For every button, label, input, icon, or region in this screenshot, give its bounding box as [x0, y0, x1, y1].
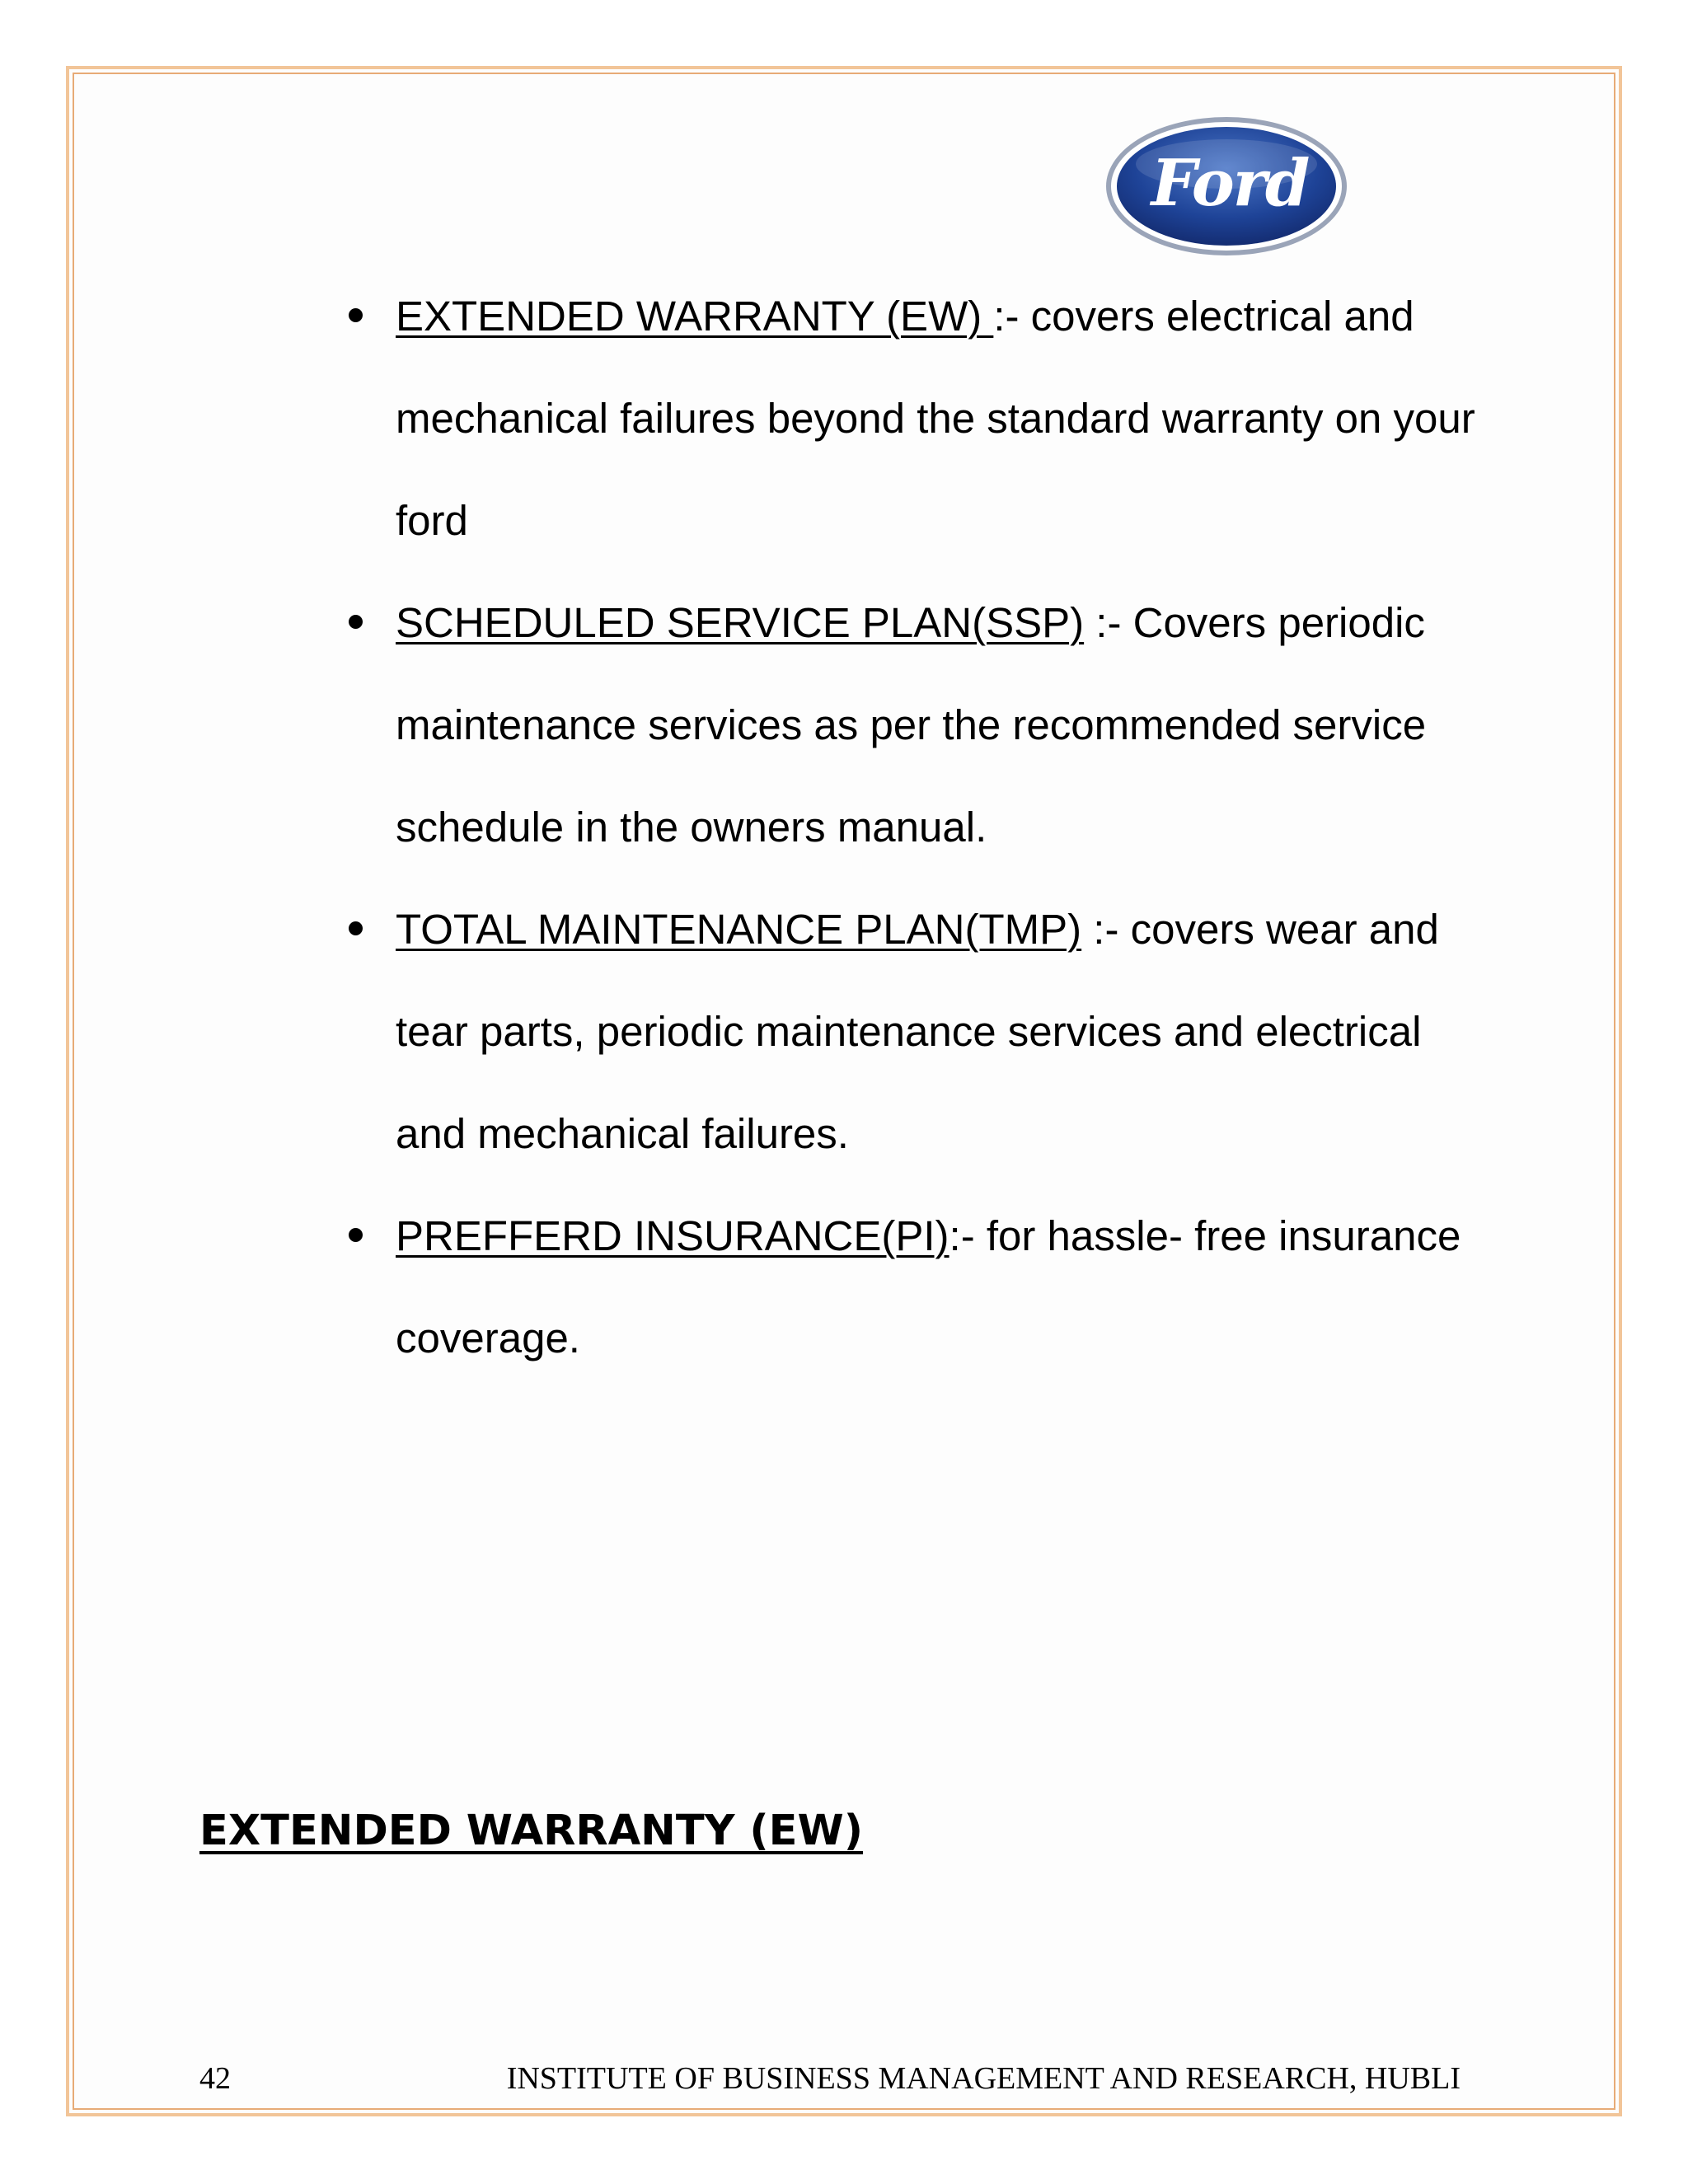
plan-term: EXTENDED WARRANTY (EW) [396, 293, 994, 340]
list-item [396, 572, 1500, 879]
plan-description: :- Covers periodic maintenance services as per the recommended service schedule in the owners manual. [396, 599, 1427, 851]
plan-term: TOTAL MAINTENANCE PLAN(TMP) [396, 906, 1082, 953]
section-heading: EXTENDED WARRANTY (EW) [199, 1807, 864, 1855]
list-item [396, 879, 1500, 1185]
ford-logo [1103, 115, 1350, 259]
list-item [396, 265, 1500, 572]
plan-description: :- covers wear and tear parts, periodic maintenance services and electrical and mechanical failures. [396, 906, 1439, 1157]
list-item [396, 1185, 1500, 1390]
footer-institute: INSTITUTE OF BUSINESS MANAGEMENT AND RESEARCH, HUBLI [506, 2061, 1461, 2096]
plan-term: SCHEDULED SERVICE PLAN(SSP) [396, 599, 1085, 646]
bullet-icon [349, 921, 363, 935]
page-number: 42 [199, 2061, 231, 2096]
bullet-icon [349, 308, 363, 322]
plan-description: :- covers electrical and mechanical failures beyond the standard warranty on your ford [396, 293, 1475, 544]
bullet-icon [349, 1228, 363, 1242]
plan-term: PREFFERD INSURANCE(PI) [396, 1212, 950, 1259]
ford-logo-wordmark: Ford [1151, 146, 1309, 221]
bullet-icon [349, 615, 363, 629]
service-plans-list [396, 265, 1500, 1390]
plan-description: :- for hassle- free insurance coverage. [396, 1212, 1461, 1361]
